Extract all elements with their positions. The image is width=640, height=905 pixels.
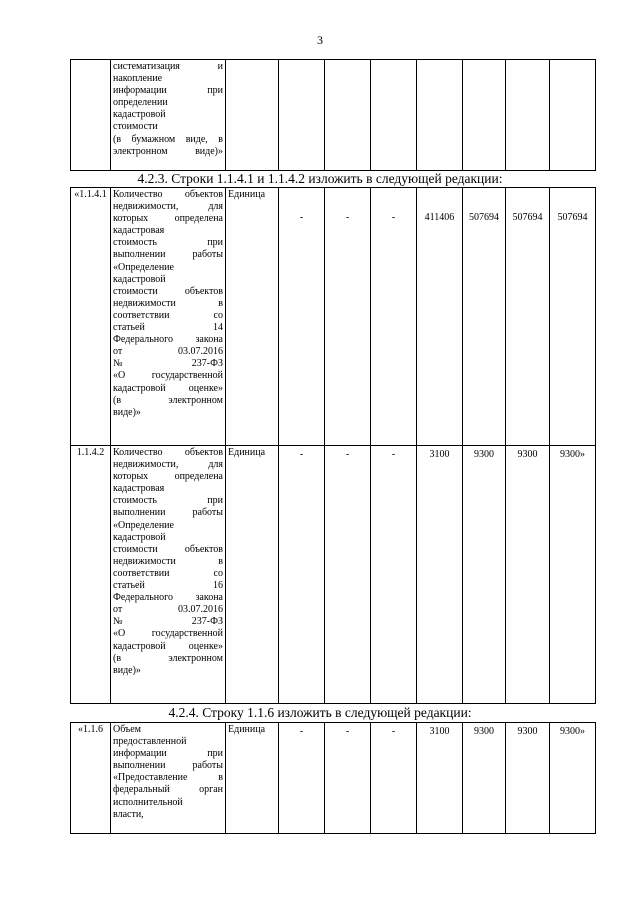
cell-value: - [279,188,325,446]
table-row [71,188,596,446]
description-line: Количество объектов [113,447,223,458]
description-line: определении [113,97,168,109]
cell-value [550,60,596,171]
table-rows-1-1-4 [70,187,596,704]
cell-value [463,60,506,171]
description-line: кадастровой [113,273,166,285]
cell-unit: Единица [226,446,279,704]
description-line: Федерального закона [113,592,223,604]
description-line: Федерального закона [113,334,223,346]
cell-unit [226,60,279,171]
description-line: которых определена [113,213,223,225]
description-line: исполнительной [113,796,183,808]
cell-value [371,60,417,171]
cell-description [111,188,226,446]
section-heading: 4.2.4. Строку 1.1.6 изложить в следующей редакции: [168,705,472,720]
cell-value: 3100 [417,446,463,704]
description-line: накопление [113,73,163,85]
cell-value: - [279,723,325,834]
cell-value: - [371,188,417,446]
description-line: от 03.07.2016 [113,346,223,358]
description-line: «Предоставление в [113,772,223,784]
description-line: «Определение [113,519,174,531]
page-number: 3 [317,33,323,47]
description-line: кадастровой [113,109,166,121]
description-line: стоимость при [113,495,223,507]
cell-value [279,60,325,171]
cell-value: 9300 [463,446,506,704]
cell-unit: Единица [226,188,279,446]
cell-description [111,723,226,834]
cell-unit: Единица [226,723,279,834]
cell-value: 9300 [506,723,550,834]
table-row [71,60,596,171]
cell-value: 507694 [463,188,506,446]
cell-description [111,60,226,171]
cell-num: «1.1.6 [71,723,111,834]
description-line: кадастровой оценке» [113,382,223,394]
table-row [71,723,596,834]
description-line: (в электронном [113,394,223,406]
description-line: выполнении работы [113,760,223,772]
table-row-1-1-6 [70,722,596,834]
description-line: «О государственной [113,628,223,640]
description-line: кадастровая [113,483,165,495]
cell-value [325,60,371,171]
cell-num [71,60,111,171]
cell-value: 411406 [417,188,463,446]
description-line: (в электронном [113,652,223,664]
description-line: которых определена [113,471,223,483]
description-line: № 237-ФЗ [113,358,223,370]
description-line: недвижимости в [113,297,223,309]
description-line: федеральный орган [113,784,223,796]
description-line: стоимости объектов [113,285,223,297]
cell-value [506,60,550,171]
description-line: статьей 16 [113,580,223,592]
cell-value: - [325,446,371,704]
description-line: информации при [113,748,223,760]
table-continuation [70,59,596,171]
cell-value: 507694 [550,188,596,446]
table-row [71,446,596,704]
description-line: власти, [113,808,144,820]
description-line: недвижимости, для [113,201,223,213]
description-line: стоимости объектов [113,543,223,555]
cell-value: 9300 [463,723,506,834]
description-line: недвижимости в [113,555,223,567]
cell-value: - [325,723,371,834]
cell-value: 507694 [506,188,550,446]
cell-value: 3100 [417,723,463,834]
description-line: «О государственной [113,370,223,382]
cell-value [417,60,463,171]
cell-value: 9300 [506,446,550,704]
description-line: кадастровой оценке» [113,640,223,652]
cell-value: - [371,446,417,704]
description-line: систематизация и [113,61,223,72]
description-line: предоставленной [113,736,187,748]
description-line: информации при [113,85,223,97]
description-line: № 237-ФЗ [113,616,223,628]
description-line: (в бумажном виде, в [113,133,223,145]
description-line: кадастровой [113,531,166,543]
cell-value: - [371,723,417,834]
description-line: выполнении работы [113,507,223,519]
cell-value: 9300» [550,723,596,834]
description-line: кадастровая [113,225,165,237]
description-line: соответствии со [113,567,223,579]
cell-value: - [279,446,325,704]
description-line: «Определение [113,261,174,273]
description-line: от 03.07.2016 [113,604,223,616]
cell-description [111,446,226,704]
description-line: соответствии со [113,309,223,321]
description-line: виде)» [113,406,141,418]
cell-value: - [325,188,371,446]
description-line: стоимость при [113,237,223,249]
cell-num: 1.1.4.2 [71,446,111,704]
cell-num: «1.1.4.1 [71,188,111,446]
description-line: Количество объектов [113,189,223,200]
description-line: Объем [113,724,141,735]
description-line: недвижимости, для [113,459,223,471]
description-line: виде)» [113,664,141,676]
description-line: электронном виде)» [113,145,223,157]
description-line: выполнении работы [113,249,223,261]
description-line: статьей 14 [113,322,223,334]
section-heading: 4.2.3. Строки 1.1.4.1 и 1.1.4.2 изложить в следующей редакции: [137,171,503,186]
cell-value: 9300» [550,446,596,704]
description-line: стоимости [113,121,158,133]
